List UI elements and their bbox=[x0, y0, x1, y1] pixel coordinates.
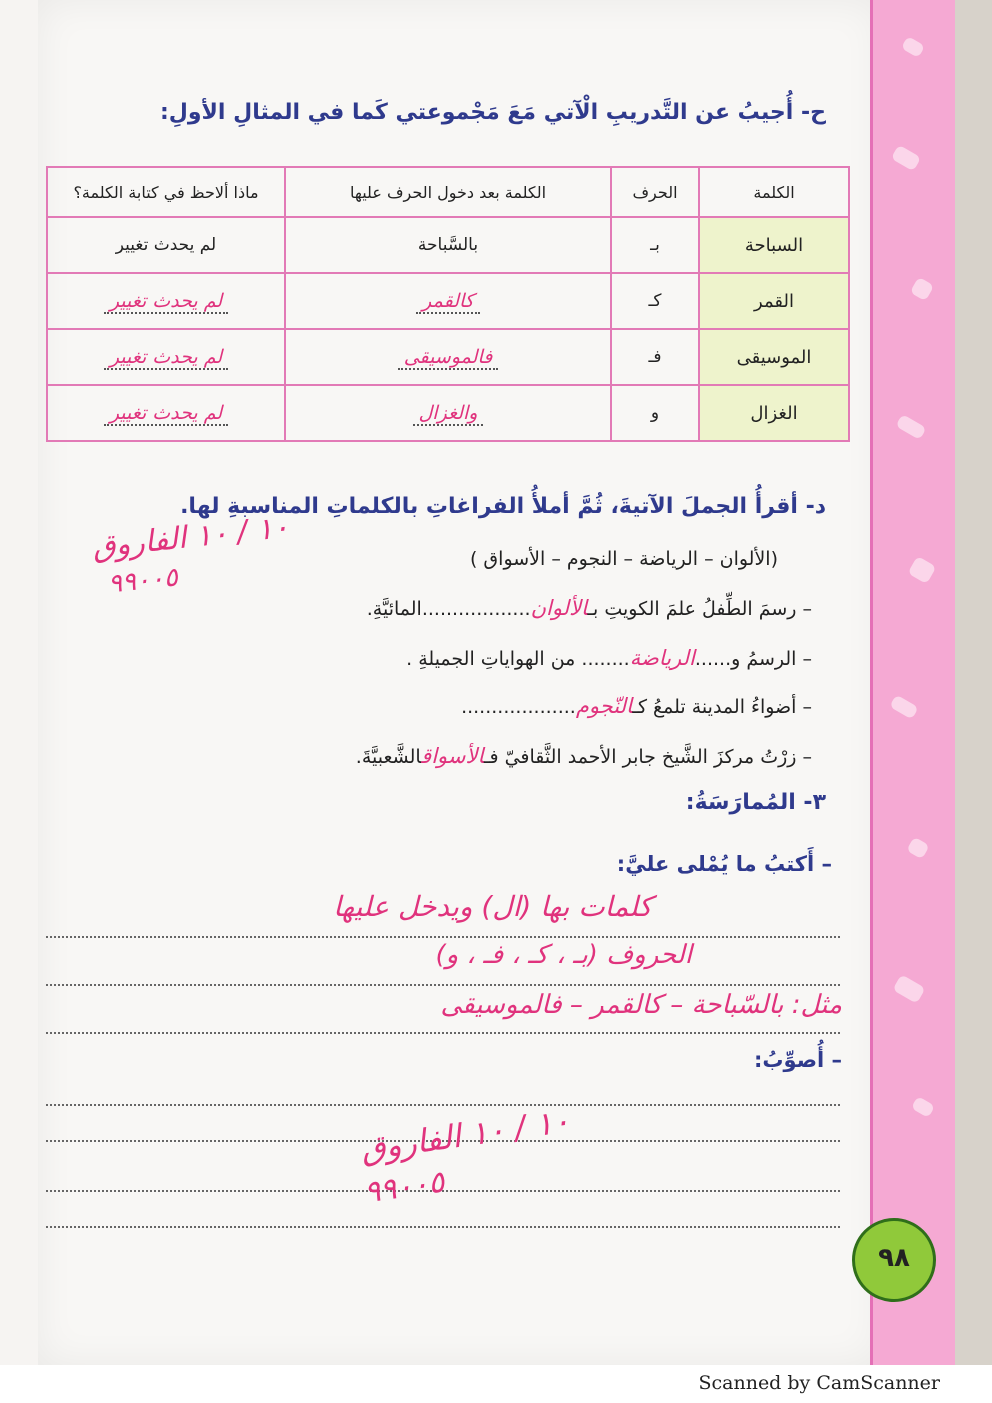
exercise-d-label: د- bbox=[805, 494, 826, 519]
exercise-h-label: ح- bbox=[801, 100, 826, 125]
cell-note bbox=[47, 273, 285, 329]
sentence-1-before: – رسمَ الطِّفلُ علمَ الكويتِ بـ bbox=[587, 598, 812, 620]
correct-label: – أُصوِّبُ: bbox=[754, 1048, 842, 1072]
cell-note bbox=[47, 385, 285, 441]
page-number-badge: ٩٨ bbox=[852, 1218, 936, 1302]
handwritten-answer: والغزال bbox=[413, 402, 484, 426]
sentence-1: – رسمَ الطِّفلُ علمَ الكويتِ بـالألوان..................المائيَّةِ. bbox=[366, 596, 812, 620]
dictation-label: – أَكتبُ ما يُمْلى عليَّ: bbox=[616, 852, 832, 876]
cell-note: لم يحدث تغيير bbox=[47, 217, 285, 273]
table-row bbox=[47, 217, 849, 273]
cell-after: بالسَّباحة bbox=[285, 217, 611, 273]
exercise-h-title: أُجيبُ عن التَّدريبِ الْآتي مَعَ مَجْموعتي كَما في المثالِ الأولِ: bbox=[159, 100, 794, 125]
header-letter: الحرف bbox=[611, 167, 699, 217]
page-edge bbox=[955, 0, 992, 1365]
sentence-1-after: المائيَّةِ. bbox=[366, 598, 422, 620]
header-after: الكلمة بعد دخول الحرف عليها bbox=[285, 167, 611, 217]
practice-heading: ٣- المُمارَسَةُ: bbox=[685, 790, 826, 815]
dictation-line-3: مثل: بالسّباحة – كالقمر – فالموسيقى bbox=[440, 990, 842, 1020]
grade-date-top: ٩٩٠٠٥ bbox=[106, 562, 180, 600]
cell-word: السباحة bbox=[699, 217, 849, 273]
sentence-3: – أضواءُ المدينة تلمعُ كـالنّجوم................... bbox=[461, 694, 812, 718]
scanner-watermark: Scanned by CamScanner bbox=[698, 1372, 940, 1394]
exercise-d-title: أقرأُ الجملَ الآتيةَ، ثُمَّ أملأُ الفراغاتِ بالكلماتِ المناسبةِ لها. bbox=[180, 494, 798, 519]
pink-decorative-strip bbox=[870, 0, 963, 1365]
sentence-2-before: – الرسمُ و bbox=[731, 648, 812, 670]
sentence-2: – الرسمُ و......الرياضة........ من الهواياتِ الجميلةِ . bbox=[406, 646, 812, 670]
cell-after bbox=[285, 273, 611, 329]
sentence-4-fill: الأسواق bbox=[421, 744, 484, 768]
writing-line bbox=[46, 984, 840, 986]
sentence-3-fill: النّجوم bbox=[575, 694, 633, 718]
handwritten-answer: لم يحدث تغيير bbox=[104, 402, 228, 426]
handwritten-answer: لم يحدث تغيير bbox=[104, 346, 228, 370]
letters-table bbox=[46, 166, 850, 442]
cell-letter: بـ bbox=[611, 217, 699, 273]
sentence-2-after: من الهواياتِ الجميلةِ . bbox=[406, 648, 576, 670]
cell-word: القمر bbox=[699, 273, 849, 329]
cell-letter: فـ bbox=[611, 329, 699, 385]
writing-line bbox=[46, 1226, 840, 1228]
exercise-h-heading bbox=[160, 100, 826, 125]
dictation-line-1: كلمات بها (ال) ويدخل عليها bbox=[333, 890, 652, 923]
writing-line bbox=[46, 1104, 840, 1106]
sentence-4-after: الشَّعبيَّةَ. bbox=[355, 746, 422, 768]
handwritten-answer: فالموسيقى bbox=[398, 346, 499, 370]
table-row bbox=[47, 273, 849, 329]
sentence-1-fill: الألوان bbox=[530, 596, 588, 620]
sentence-4 bbox=[356, 744, 812, 768]
writing-line bbox=[46, 1032, 840, 1034]
cell-word: الغزال bbox=[699, 385, 849, 441]
grade-note-top: ١٠ / ١٠ الفاروق bbox=[90, 509, 291, 566]
dictation-line-2: الحروف (بـ ، كـ ، فـ ، و) bbox=[435, 940, 692, 970]
grade-note-bottom: ١٠ / ١٠ الفاروق bbox=[358, 1101, 572, 1169]
word-options: (الألوان – الرياضة – النجوم – الأسواق ) bbox=[469, 548, 778, 570]
cell-note bbox=[47, 329, 285, 385]
handwritten-answer: لم يحدث تغيير bbox=[104, 290, 228, 314]
table-header-row bbox=[47, 167, 849, 217]
header-note: ماذا ألاحظ في كتابة الكلمة؟ bbox=[47, 167, 285, 217]
sentence-3-before: – أضواءُ المدينة تلمعُ كـ bbox=[632, 696, 812, 718]
cell-after bbox=[285, 385, 611, 441]
cell-word: الموسيقى bbox=[699, 329, 849, 385]
table-row bbox=[47, 329, 849, 385]
cell-letter: و bbox=[611, 385, 699, 441]
sentence-4-before: – زرْتُ مركزَ الشَّيخ جابر الأحمد الثَّقافيّ فـ bbox=[483, 746, 812, 768]
cell-letter: كـ bbox=[611, 273, 699, 329]
sentence-2-fill: الرياضة bbox=[629, 646, 695, 670]
header-word: الكلمة bbox=[699, 167, 849, 217]
handwritten-answer: كالقمر bbox=[416, 290, 480, 314]
grade-date-bottom: ٩٩٠٠٥ bbox=[361, 1164, 447, 1211]
cell-after bbox=[285, 329, 611, 385]
writing-line bbox=[46, 936, 840, 938]
table-row bbox=[47, 385, 849, 441]
